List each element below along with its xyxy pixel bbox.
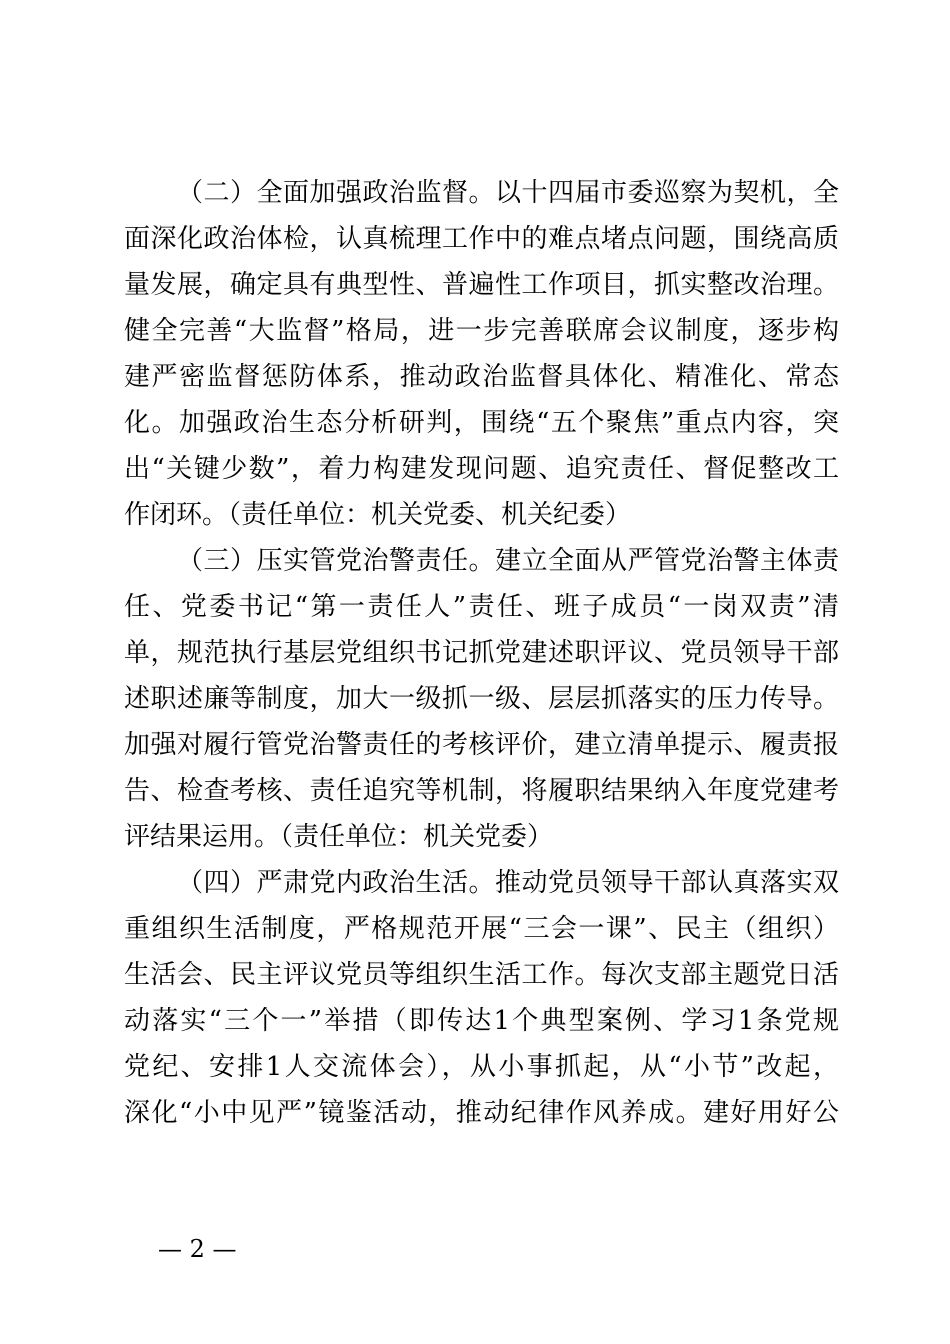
text-line: 化。加强政治生态分析研判，围绕“五个聚焦”重点内容，突 <box>124 408 839 438</box>
text-line: 动落实“三个一”举措（即传达1个典型案例、学习1条党规 <box>124 1006 839 1036</box>
text-line: （四）严肃党内政治生活。推动党员领导干部认真落实双 <box>177 868 839 898</box>
text-line: 生活会、民主评议党员等组织生活工作。每次支部主题党日活 <box>124 960 839 990</box>
text-line: 任、党委书记“第一责任人”责任、班子成员“一岗双责”清 <box>124 592 839 622</box>
text-line: 告、检查考核、责任追究等机制，将履职结果纳入年度党建考 <box>124 776 839 806</box>
text-line: 单，规范执行基层党组织书记抓党建述职评议、党员领导干部 <box>124 638 839 668</box>
text-line: 重组织生活制度，严格规范开展“三会一课”、民主（组织） <box>124 914 839 944</box>
text-line: 作闭环。（责任单位：机关党委、机关纪委） <box>124 500 632 530</box>
text-line: 深化“小中见严”镜鉴活动，推动纪律作风养成。建好用好公 <box>124 1098 839 1128</box>
text-line: 出“关键少数”，着力构建发现问题、追究责任、督促整改工 <box>124 454 839 484</box>
text-line: 健全完善“大监督”格局，进一步完善联席会议制度，逐步构 <box>124 316 839 346</box>
text-line: 加强对履行管党治警责任的考核评价，建立清单提示、履责报 <box>124 730 839 760</box>
text-line: （二）全面加强政治监督。以十四届市委巡察为契机，全 <box>177 178 839 208</box>
text-line: 评结果运用。（责任单位：机关党委） <box>124 822 554 852</box>
document-body <box>124 170 839 1136</box>
text-line: 述职述廉等制度，加大一级抓一级、层层抓落实的压力传导。 <box>124 684 839 714</box>
page-number: — 2 — <box>158 1235 237 1263</box>
paragraph-political-supervision <box>124 170 839 538</box>
text-line: 面深化政治体检，认真梳理工作中的难点堵点问题，围绕高质 <box>124 224 839 254</box>
text-line: 量发展，确定具有典型性、普遍性工作项目，抓实整改治理。 <box>124 270 839 300</box>
paragraph-inner-party-political-life <box>124 860 839 1136</box>
text-line: 建严密监督惩防体系，推动政治监督具体化、精准化、常态 <box>124 362 839 392</box>
text-line: 党纪、安排1人交流体会），从小事抓起，从“小节”改起， <box>124 1052 839 1082</box>
text-line: （三）压实管党治警责任。建立全面从严管党治警主体责 <box>177 546 839 576</box>
paragraph-party-governance-responsibility <box>124 538 839 860</box>
